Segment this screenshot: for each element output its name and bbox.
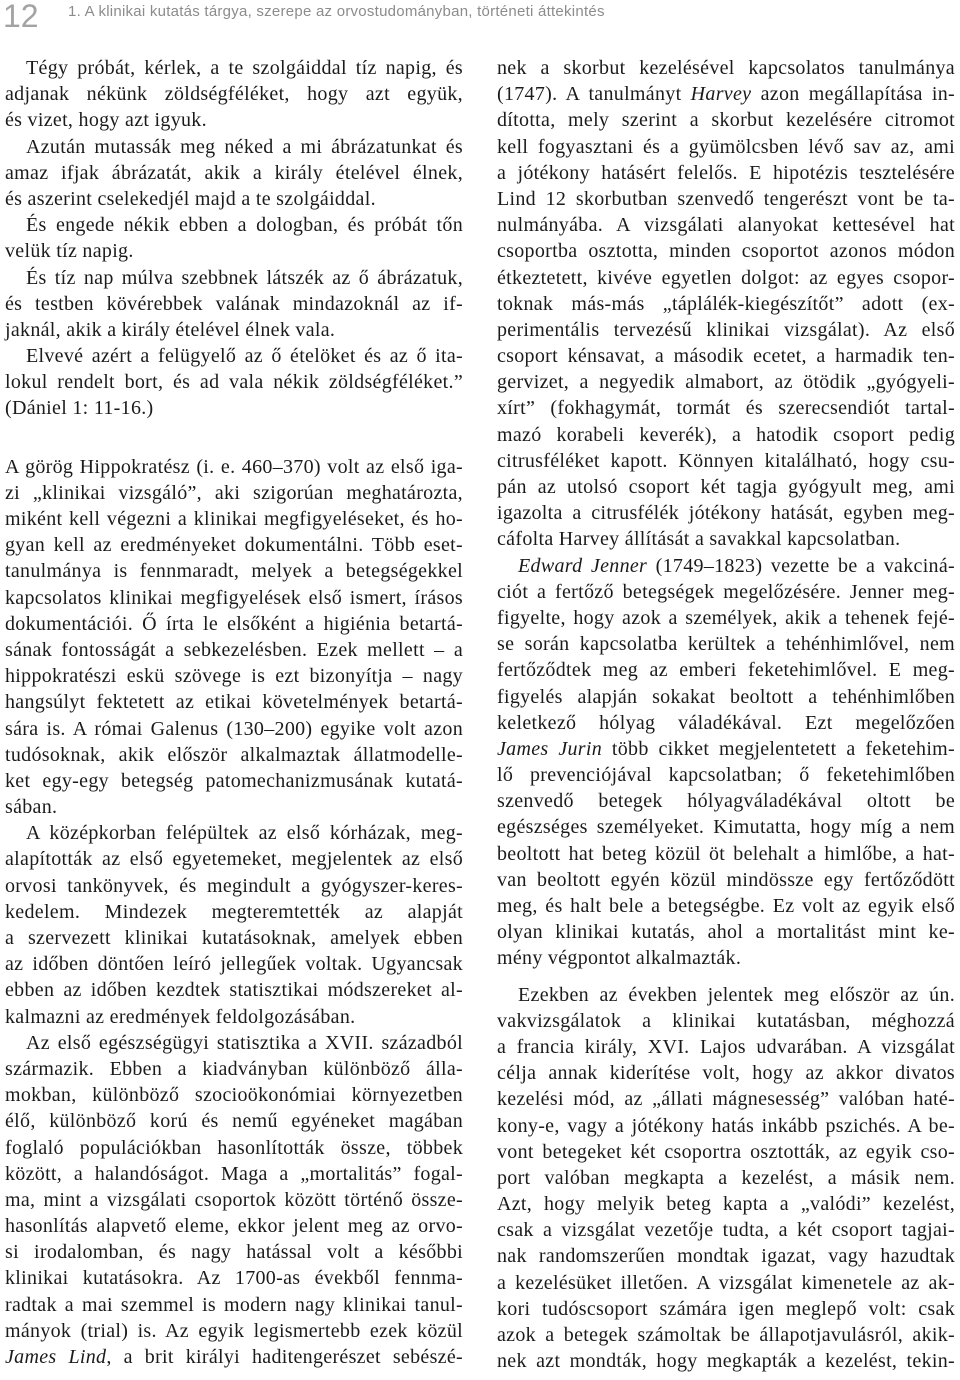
text-run: több cikket megjelentetett a feketehim- xyxy=(602,737,955,760)
text-line: gervizet, a negyedik almabort, az ötödik „gyógyeli- xyxy=(497,371,955,394)
text-line: amaz ifjak ábrázatát, akik a király ételével élnek, xyxy=(5,161,463,184)
text-line: kell fogyasztani és a gyümölcsben lévő sav az, ami xyxy=(497,135,955,158)
text-line: perimentális tervezésű klinikai vizsgálat). Az első xyxy=(497,318,955,341)
text-line: Elvevé azért a felügyelő az ő ételöket és az ő ita- xyxy=(26,345,463,368)
text-line: élő, különböző korú és nemű egyéneket magában xyxy=(5,1110,463,1133)
text-line: Ezekben az években jelentek meg először az ún. xyxy=(518,983,955,1006)
text-line: meg, és halt bele a betegségbe. Ez volt az egyik első xyxy=(497,895,955,917)
text-line: jaknál, akik a király ételével élnek vala. xyxy=(5,318,336,341)
text-line: egészséges személyeket. Kimutatta, hogy míg a nem xyxy=(497,816,955,839)
text-line: klinikai kutatásokra. Az 1700-as évekből fennma- xyxy=(5,1267,463,1290)
text-line: fertőződtek meg az emberi feketehimlővel. E meg- xyxy=(497,659,955,682)
text-line: mény végpontot alkalmazták. xyxy=(497,947,742,970)
quote-paragraph xyxy=(5,212,463,264)
quote-paragraph xyxy=(5,55,463,134)
text-line xyxy=(5,1344,463,1370)
text-line: mokban, különböző szocioökonómiai környezetben xyxy=(5,1084,463,1107)
text-line: és aszerint cselekedjél majd a te szolgáiddal. xyxy=(5,187,376,210)
text-line: nek azt mondták, hogy megkapták a kezelést, tekin- xyxy=(497,1350,955,1373)
text-line: szenvedő betegek hólyagváladékával oltott be xyxy=(497,790,955,813)
quote-paragraph xyxy=(5,134,463,213)
text-run: azon megállapítása in- xyxy=(751,83,955,106)
paragraph-lind-continued xyxy=(497,55,955,553)
text-line: kony-e, vagy a jótékony hatás inkább pszichés. A be- xyxy=(497,1114,955,1137)
text-line: mányok (trial) is. Az egyik legismertebb ezek közül xyxy=(5,1319,463,1342)
text-run: (1749–1823) vezette be a vakciná- xyxy=(647,554,955,577)
text-run: (1747). A tanulmányt xyxy=(497,83,691,106)
text-line: miként kell végezni a klinikai megfigyeléseket, és ho- xyxy=(5,508,463,530)
text-line: között, a halandóságot. Maga a „mortalitás” fogal- xyxy=(5,1162,463,1185)
text-line xyxy=(497,553,955,579)
paragraph-kozepkor xyxy=(5,820,463,1030)
text-line: lő prevenciójával kapcsolatban; ő feketehimlőben xyxy=(497,764,955,787)
text-line: célja annak kiderítése volt, hogy az akkor divatos xyxy=(497,1062,955,1085)
text-line: orvosi tankönyvek, és megindult a gyógyszer-keres- xyxy=(5,874,463,897)
text-line: tudósoknak, akik először alkalmaztak állatmodelle- xyxy=(5,743,463,766)
text-line: figyelés alapján sokakat beoltott a tehénhimlőben xyxy=(497,685,955,708)
text-line: van beoltott egyén közül mindössze egy fertőződött xyxy=(497,868,955,891)
text-line: si irodalomban, és nagy hatással volt a későbbi xyxy=(5,1241,463,1264)
text-line: pán az utolsó csoport két tagja gyógyult meg, ami xyxy=(497,476,955,498)
text-line: a francia király, XVI. Lajos udvarában. A vizsgálat xyxy=(497,1035,955,1058)
text-line: Azt, hogy melyik beteg kapta a „valódi” kezelést, xyxy=(497,1193,955,1216)
text-line: olyan klinikai kutatás, ahol a mortalitást mint ke- xyxy=(497,921,955,944)
page-number: 12 xyxy=(3,0,39,34)
right-column xyxy=(497,55,955,1374)
text-line: vont betegeket két csoportra osztották, az egyik cso- xyxy=(497,1140,955,1163)
text-line: foglaló populációkban hasonlították össze, többek xyxy=(5,1136,463,1159)
text-line: vakvizsgálatok a klinikai kutatásban, méghozzá xyxy=(497,1009,955,1032)
text-line: nak randomszerűen mondtak igazat, vagy hazudtak xyxy=(497,1245,955,1268)
italic-name: Edward Jenner xyxy=(518,554,648,577)
text-line: toknak más-más „táplálék-kiegészítőt” adott (ex- xyxy=(497,292,955,315)
text-line: dokumentációi. Ő írta le elsőként a higiénia betartá- xyxy=(5,612,463,635)
text-line: nulmányába. A vizsgálati alanyokat kettesével hat xyxy=(497,214,955,237)
text-line: dította, mely szerint a skorbut kezelésére citromot xyxy=(497,109,955,132)
text-line: És tíz nap múlva szebbnek látszék az ő ábrázatuk, xyxy=(26,266,463,289)
text-line: kezelési mód, az „állati mágnesesség” valóban haté- xyxy=(497,1088,955,1111)
bible-quote xyxy=(5,55,463,422)
text-line: xírt” (fokhagymát, tormát és szerecsendiót tartal- xyxy=(497,397,955,420)
text-line: citrusféléket kapott. Könnyen kitalálható, hogy csu- xyxy=(497,449,955,472)
text-line: sának fontosságát a sebkezelésben. Ezek mellett – a xyxy=(5,638,463,661)
paragraph-statisztika xyxy=(5,1030,463,1370)
text-line: beoltott hat beteg közül öt belehalt a himlőbe, a hat- xyxy=(497,842,955,865)
text-line: Tégy próbát, kérlek, a te szolgáiddal tíz napig, és xyxy=(26,57,463,79)
text-line: port valóban megkapta a kezelést, a másik nem. xyxy=(497,1166,955,1189)
text-line: velük tíz napig. xyxy=(5,240,134,263)
text-line: ma, mint a vizsgálati csoportok között történő össze- xyxy=(5,1188,463,1211)
text-line: csak a vizsgálat vezetője tudta, a két csoport tagjai- xyxy=(497,1219,955,1242)
text-line: lokul rendelt bort, és ad vala nékik zöldségféléket.” xyxy=(5,371,463,394)
text-line: A középkorban felépültek az első kórházak, meg- xyxy=(26,822,463,845)
text-line: zi „klinikai vizsgáló”, aki szigorúan meghatározta, xyxy=(5,481,463,504)
italic-name: James Jurin xyxy=(497,737,603,760)
text-line: hasonlítás alapvető eleme, ekkor jelent meg az orvo- xyxy=(5,1215,463,1238)
text-line: alapították az első egyetemeket, megjelentek az első xyxy=(5,848,463,871)
text-line xyxy=(497,736,955,762)
text-line: származik. Ebben a kiadványban különböző álla- xyxy=(5,1057,463,1080)
text-line: hippokratészi eskü szövege is ezt bizonyítja – nagy xyxy=(5,665,463,688)
text-line: gyan kell az eredményeket dokumentálni. Több eset- xyxy=(5,534,463,557)
text-line: és testben kövérebbek valának mindazoknál az if- xyxy=(5,292,463,315)
text-line: sában. xyxy=(5,796,58,819)
text-line: kapcsolatos klinikai megfigyelések első ismert, írásos xyxy=(5,586,463,609)
text-line: csoport kénsavat, a második ecetet, a harmadik ten- xyxy=(497,345,955,368)
text-line: adjanak nékünk zöldségféléket, hogy azt együk, xyxy=(5,83,463,106)
text-line: sára is. A római Galenus (130–200) egyike volt azon xyxy=(5,717,463,740)
text-line: figyelte, hogy azok a személyek, akik a tehenek fejé- xyxy=(497,606,955,629)
text-line: És engede nékik ebben a dologban, és próbát tőn xyxy=(26,214,463,237)
text-line: keletkező hólyag váladékával. Ezt megelőzően xyxy=(497,711,955,734)
quote-paragraph xyxy=(5,343,463,422)
text-line: kedelem. Mindezek megteremtették az alapját xyxy=(5,900,463,923)
text-line: (Dániel 1: 11-16.) xyxy=(5,397,154,420)
quote-paragraph xyxy=(5,265,463,344)
text-line: Lind 12 skorbutban szenvedő tengerészt vont be ta- xyxy=(497,187,955,210)
text-line: radtak a mai szemmel is modern nagy klinikai tanul- xyxy=(5,1293,463,1316)
text-line: ebben az időben kezdtek statisztikai módszereket al- xyxy=(5,979,463,1002)
text-line: igazolta a citrusfélék jótékony hatását, egyben meg- xyxy=(497,502,955,525)
italic-name: James Lind xyxy=(5,1346,107,1368)
left-column xyxy=(5,55,463,1370)
text-line: nek a skorbut kezelésével kapcsolatos tanulmánya xyxy=(497,57,955,79)
paragraph-hippokratesz xyxy=(5,454,463,821)
text-line: kori tudóscsoport számára igen meglepő volt: csak xyxy=(497,1297,955,1320)
paragraph-vakvizsgalat xyxy=(497,982,955,1375)
text-line xyxy=(497,81,955,107)
italic-name: Harvey xyxy=(690,83,752,106)
text-line: cáfolta Harvey állítását a savakkal kapcsolatban. xyxy=(497,528,901,551)
text-line: hangsúlyt fektetett az etikai követelmények betartá- xyxy=(5,691,463,714)
text-run: , a brit királyi haditengerészet sebészé- xyxy=(106,1346,463,1368)
text-line: azok a betegek számoltak be állapotjavulásról, akik- xyxy=(497,1324,955,1346)
text-line: a jótékony hatásért felelős. E hipotézis tesztelésére xyxy=(497,161,955,184)
text-line: étkeztetett, kivéve egyetlen dolgot: az egyes csopor- xyxy=(497,266,955,289)
paragraph-jenner xyxy=(497,553,955,972)
text-line: és vizet, hogy azt igyuk. xyxy=(5,109,207,132)
running-title: 1. A klinikai kutatás tárgya, szerepe az orvostudományban, történeti áttekintés xyxy=(68,3,605,20)
text-line: az időben döntően leíró jellegűek voltak. Ugyancsak xyxy=(5,953,463,976)
text-line: mazó korabeli keverék), a hatodik csoport pedig xyxy=(497,423,955,446)
text-line: Az első egészségügyi statisztika a XVII. századból xyxy=(26,1031,463,1054)
text-line: Azután mutassák meg néked a mi ábrázatunkat és xyxy=(26,135,463,158)
text-line: a kezelésüket illetően. A vizsgálat kimenetele az ak- xyxy=(497,1271,955,1294)
text-line: ciót a fertőző betegségek megelőzésére. Jenner meg- xyxy=(497,580,955,603)
text-line: se során kapcsolatba kerültek a tehénhimlővel, nem xyxy=(497,633,955,656)
text-line: a szervezett klinikai kutatásoknak, amelyek ebben xyxy=(5,927,463,949)
text-line: A görög Hippokratész (i. e. 460–370) volt az első iga- xyxy=(5,455,463,478)
text-line: csoportba osztotta, minden csoportot azonos módon xyxy=(497,240,955,263)
text-line: ket egy-egy betegség patomechanizmusának kutatá- xyxy=(5,769,463,792)
text-line: tanulmánya is fennmaradt, melyek a betegségekkel xyxy=(5,560,463,583)
text-line: kalmazni az eredmények feldolgozásában. xyxy=(5,1005,356,1028)
